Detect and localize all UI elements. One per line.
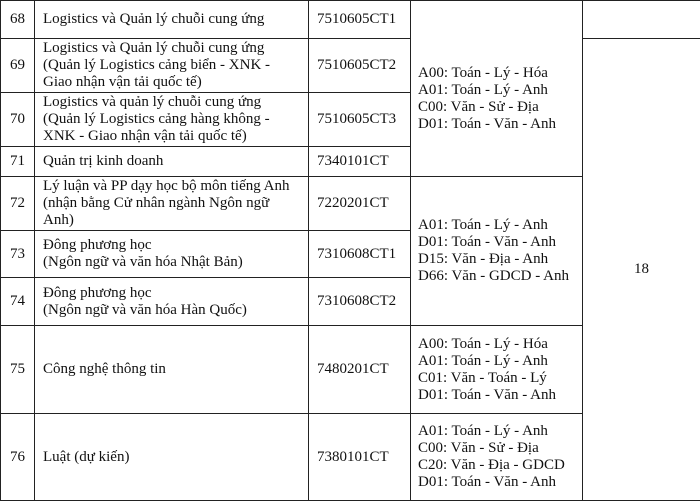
combo-line: D01: Toán - Văn - Anh	[418, 115, 556, 132]
major-name	[35, 278, 309, 326]
major-name-line: Logistics và Quản lý chuỗi cung ứng	[43, 11, 265, 27]
row-number: 70	[1, 93, 35, 147]
row-number: 76	[1, 414, 35, 501]
major-code: 7340101CT	[309, 147, 411, 177]
major-code: 7380101CT	[309, 414, 411, 501]
major-code: 7310608CT1	[309, 231, 411, 278]
combo-line: D01: Toán - Văn - Anh	[418, 234, 556, 250]
combo-line: A01: Toán - Lý - Anh	[418, 352, 548, 369]
major-name	[35, 39, 309, 93]
row-number: 68	[1, 1, 35, 39]
major-name	[35, 177, 309, 231]
major-name-line: (Quản lý Logistics cảng hàng không -	[43, 111, 270, 127]
row-number: 74	[1, 278, 35, 326]
quota-header-cell	[583, 1, 700, 39]
major-name	[35, 93, 309, 147]
major-name-line: (Quản lý Logistics cảng biển - XNK -	[43, 57, 271, 73]
combo-line: D01: Toán - Văn - Anh	[418, 474, 556, 490]
major-name-line: Logistics và quản lý chuỗi cung ứng	[43, 94, 262, 110]
major-name-line: Đông phương học	[43, 237, 152, 253]
combo-line: C01: Văn - Toán - Lý	[418, 369, 547, 386]
major-name-line: (nhận bằng Cử nhân ngành Ngôn ngữ	[43, 195, 270, 211]
major-name-line: (Ngôn ngữ và văn hóa Nhật Bản)	[43, 254, 243, 270]
table-row	[1, 1, 700, 39]
row-number: 69	[1, 39, 35, 93]
major-name-line: Công nghệ thông tin	[43, 361, 166, 377]
row-number: 75	[1, 326, 35, 414]
major-name	[35, 414, 309, 501]
major-name-line: Quản trị kinh doanh	[43, 153, 164, 169]
subject-combinations-a	[411, 1, 583, 177]
combo-line: A00: Toán - Lý - Hóa	[418, 335, 548, 352]
combo-line: C00: Văn - Sử - Địa	[418, 440, 539, 456]
major-code: 7220201CT	[309, 177, 411, 231]
major-code: 7510605CT1	[309, 1, 411, 39]
major-name-line: (Ngôn ngữ và văn hóa Hàn Quốc)	[43, 301, 247, 318]
combo-line: A00: Toán - Lý - Hóa	[418, 64, 548, 81]
major-name-line: Luật (dự kiến)	[43, 448, 130, 465]
major-code: 7310608CT2	[309, 278, 411, 326]
row-number: 73	[1, 231, 35, 278]
quota-value: 18	[583, 39, 700, 501]
major-name-line: XNK - Giao nhận vận tải quốc tế)	[43, 128, 247, 144]
combo-line: D01: Toán - Văn - Anh	[418, 386, 556, 403]
subject-combinations-d	[411, 414, 583, 501]
combo-line: C20: Văn - Địa - GDCD	[418, 457, 565, 473]
row-number: 71	[1, 147, 35, 177]
subject-combinations-c	[411, 326, 583, 414]
major-name-line: Lý luận và PP dạy học bộ môn tiếng Anh	[43, 178, 290, 194]
major-name	[35, 1, 309, 39]
combo-line: A01: Toán - Lý - Anh	[418, 81, 548, 98]
major-name-line: Giao nhận vận tải quốc tế)	[43, 74, 202, 90]
major-code: 7480201CT	[309, 326, 411, 414]
table-row	[1, 39, 700, 93]
combo-line: A01: Toán - Lý - Anh	[418, 423, 548, 439]
major-name	[35, 231, 309, 278]
combo-line: D66: Văn - GDCD - Anh	[418, 268, 569, 284]
combo-line: C00: Văn - Sử - Địa	[418, 98, 539, 115]
major-name	[35, 147, 309, 177]
row-number: 72	[1, 177, 35, 231]
major-name	[35, 326, 309, 414]
major-name-line: Đông phương học	[43, 284, 152, 301]
major-code: 7510605CT3	[309, 93, 411, 147]
major-name-line: Logistics và Quản lý chuỗi cung ứng	[43, 40, 265, 56]
subject-combinations-b	[411, 177, 583, 326]
major-code: 7510605CT2	[309, 39, 411, 93]
combo-line: D15: Văn - Địa - Anh	[418, 251, 549, 267]
major-name-line: Anh)	[43, 212, 74, 228]
combo-line: A01: Toán - Lý - Anh	[418, 217, 548, 233]
